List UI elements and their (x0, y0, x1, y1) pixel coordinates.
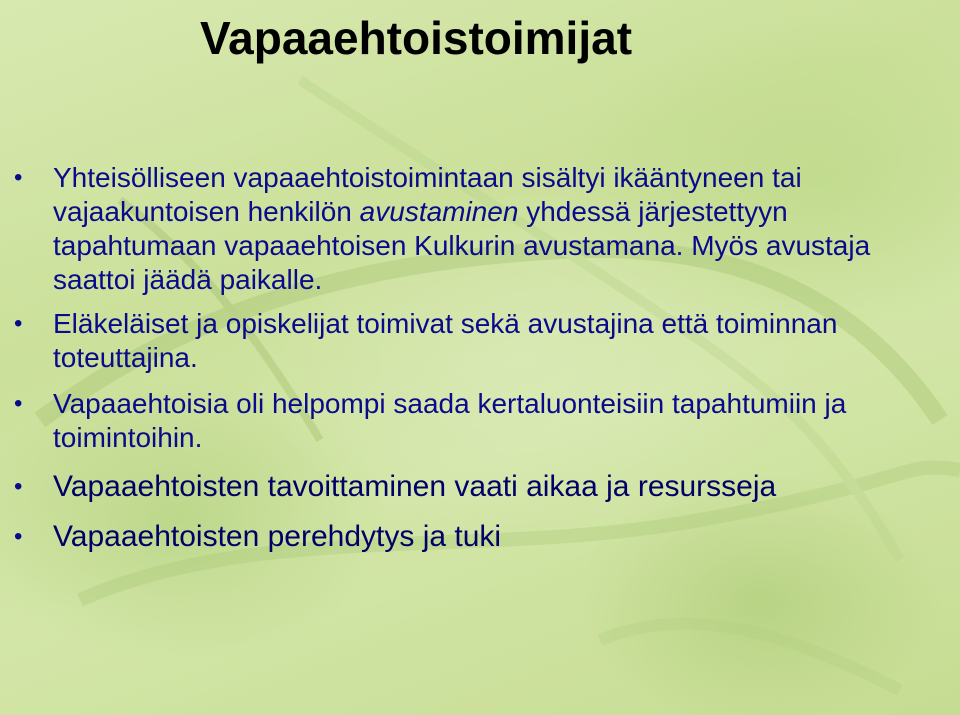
bullet-icon: • (14, 310, 23, 337)
slide-title: Vapaaehtoistoimijat (200, 12, 633, 64)
bullet-item-orientation-support (0, 517, 940, 557)
bullet-text: Vapaaehtoisia oli helpompi saada kertaluonteisiin tapahtumiin ja toimintoihin. (53, 388, 847, 453)
bullet-item-pensioners-students (0, 307, 940, 375)
bullet-text-part: Yhteisölliseen vapaaehtoistoimintaan sisältyi ikääntyneen tai vajaakuntoisen henkilön (53, 162, 802, 227)
bullet-item-volunteer-activity (0, 161, 940, 297)
bullet-icon: • (14, 164, 23, 191)
bullet-item-one-off-events (0, 387, 940, 455)
bullet-icon: • (14, 390, 23, 417)
bullet-icon: • (14, 523, 23, 550)
bullet-text: Vapaaehtoisten tavoittaminen vaati aikaa ja resursseja (53, 470, 777, 503)
bullet-text: Vapaaehtoisten perehdytys ja tuki (53, 520, 502, 553)
bullet-icon: • (14, 473, 23, 500)
bullet-text-part: yhdessä järjestettyyn tapahtumaan vapaaehtoisen Kulkurin avustamana. Myös avustaja saattoi jäädä paikalle. (53, 196, 871, 295)
bullet-text: Eläkeläiset ja opiskelijat toimivat sekä avustajina että toiminnan toteuttajina. (53, 308, 838, 373)
bullet-item-reaching-volunteers (0, 467, 940, 507)
bullet-text-emphasis: avustaminen (359, 196, 519, 227)
bullet-list (0, 161, 940, 557)
